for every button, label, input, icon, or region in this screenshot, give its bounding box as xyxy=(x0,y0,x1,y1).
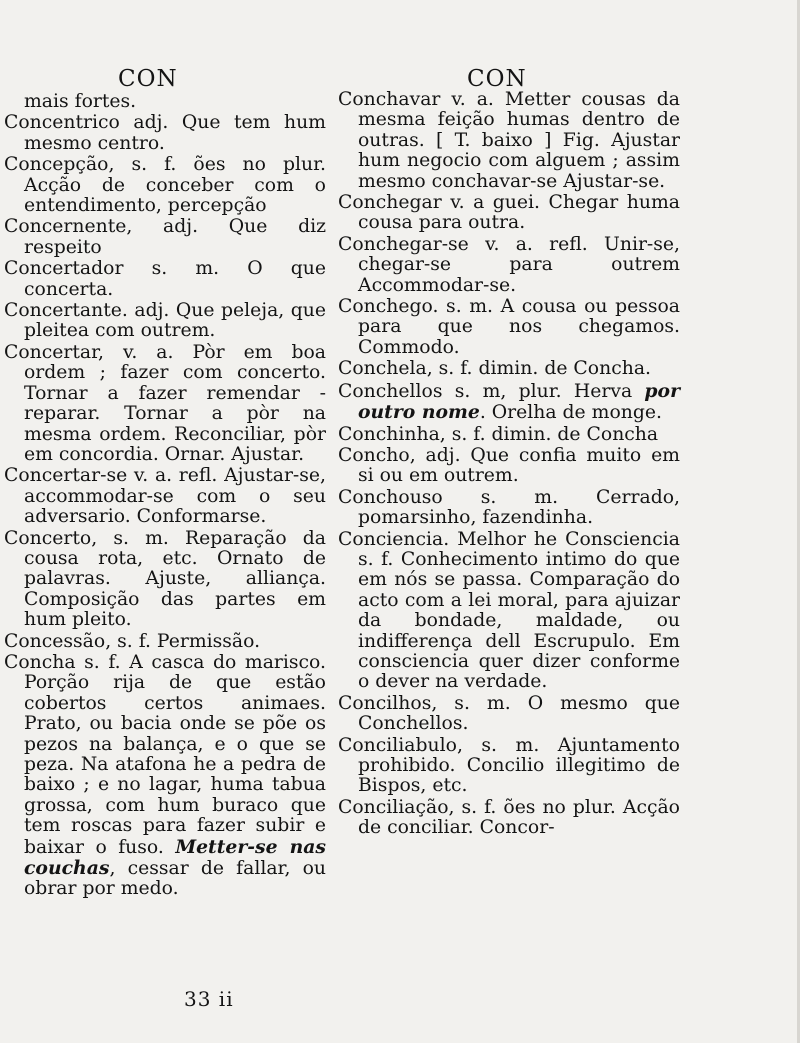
entry-text: Concho, adj. Que confia muito em si ou em outrem. xyxy=(338,444,680,487)
entry-text-after: , cessar de fallar, ou obrar por medo. xyxy=(24,858,326,900)
signature-mark: 33 ii xyxy=(184,987,234,1011)
entry-text: Conchela, s. f. dimin. de Concha. xyxy=(338,358,651,380)
entry-text: mais fortes. xyxy=(24,91,137,112)
dictionary-entry xyxy=(4,217,326,258)
entry-text: Conchegar-se v. a. refl. Unir-se, chegar-se para outrem Accommodar-se. xyxy=(338,233,680,296)
dictionary-entry xyxy=(338,488,680,529)
entry-text-after: . Orelha de monge. xyxy=(479,402,662,424)
entry-text: Concentrico adj. Que tem hum mesmo centro. xyxy=(4,112,326,154)
dictionary-entry xyxy=(338,90,680,192)
dictionary-entry xyxy=(338,446,680,487)
entry-text: Conchinha, s. f. dimin. de Concha xyxy=(338,423,659,445)
dictionary-entry xyxy=(338,736,680,797)
entry-italic-phrase: por outro nome xyxy=(358,379,680,424)
entry-text: Conchouso s. m. Cerrado, pomarsinho, fazendinha. xyxy=(338,486,680,529)
dictionary-entry xyxy=(4,466,326,527)
dictionary-entry xyxy=(4,529,326,631)
entry-text: Concessão, s. f. Permissão. xyxy=(4,630,261,652)
dictionary-entry xyxy=(4,343,326,465)
dictionary-entry xyxy=(338,193,680,234)
entry-italic-phrase: Metter-se nas couchas xyxy=(24,835,326,880)
dictionary-entry xyxy=(4,155,326,216)
dictionary-entry xyxy=(338,297,680,358)
dictionary-entry xyxy=(4,632,326,652)
entry-text: Conchavar v. a. Metter cousas da mesma feição humas dentro de outras. [ T. baixo ] Fig. Ajustar hum negocio com alguem ; assim mesmo conchavar-se Ajustar-se. xyxy=(338,89,680,192)
dictionary-entry xyxy=(4,653,326,900)
entry-text: Concilhos, s. m. O mesmo que Conchellos. xyxy=(338,692,680,735)
entry-text: Conciliação, s. f. ões no plur. Acção de conciliar. Concor- xyxy=(338,796,680,839)
entry-text: Concernente, adj. Que diz respeito xyxy=(4,216,326,258)
entry-text: Concertador s. m. O que concerta. xyxy=(4,258,326,300)
entry-text: Concepção, s. f. ões no plur. Acção de conceber com o entendimento, percepção xyxy=(4,154,326,217)
entry-text: Conchego. s. m. A cousa ou pessoa para que nos chegamos. Commodo. xyxy=(338,296,680,358)
dictionary-entry xyxy=(4,113,326,154)
dictionary-entry xyxy=(338,530,680,693)
dictionary-entry xyxy=(338,381,680,424)
dictionary-entry xyxy=(338,694,680,735)
dictionary-entry xyxy=(338,425,680,445)
left-column xyxy=(4,92,326,901)
left-running-head: CON xyxy=(118,66,178,92)
right-running-head: CON xyxy=(467,66,527,92)
dictionary-entry xyxy=(338,359,680,379)
dictionary-entry xyxy=(338,798,680,839)
entry-text: Conciliabulo, s. m. Ajuntamento prohibido. Concilio illegitimo de Bispos, etc. xyxy=(338,734,680,797)
dictionary-entry xyxy=(338,235,680,296)
entry-text: Conchegar v. a guei. Chegar huma cousa para outra. xyxy=(338,192,680,234)
entry-text: Conciencia. Melhor he Consciencia s. f. Conhecimento intimo do que em nós se passa. Comparação do acto com a lei moral, para ajuizar da bondade, maldade, ou indifferença dell Escrupulo. Em consciencia quer dizer conforme o dever na verdade. xyxy=(338,528,680,693)
entry-text: Concertante. adj. Que peleja, que pleitea com outrem. xyxy=(4,300,326,342)
dictionary-entry xyxy=(4,92,326,112)
entry-text: Concertar, v. a. Pòr em boa ordem ; fazer com concerto. Tornar a fazer remendar - reparar. Tornar a pòr na mesma ordem. Reconciliar, pòr em concordia. Ornar. Ajustar. xyxy=(4,341,326,465)
entry-text: Concerto, s. m. Reparação da cousa rota, etc. Ornato de palavras. Ajuste, alliança. Composição das partes em hum pleito. xyxy=(4,527,326,631)
dictionary-entry xyxy=(4,259,326,300)
entry-text: Conchellos s. m, plur. Herva xyxy=(338,380,633,402)
dictionary-entry xyxy=(4,301,326,342)
entry-text: Concha s. f. A casca do marisco. Porção rija de que estão cobertos certos animaes. Prato, ou bacia onde se põe os pezos na balança, e o que se peza. Na atafona he a pedra de baixo ; e no lagar, huma tabua grossa, com hum buraco que tem roscas para fazer subir e baixar o fuso. xyxy=(4,651,326,858)
right-column xyxy=(338,90,680,840)
entry-text: Concertar-se v. a. refl. Ajustar-se, accommodar-se com o seu adversario. Conformarse. xyxy=(4,465,326,528)
